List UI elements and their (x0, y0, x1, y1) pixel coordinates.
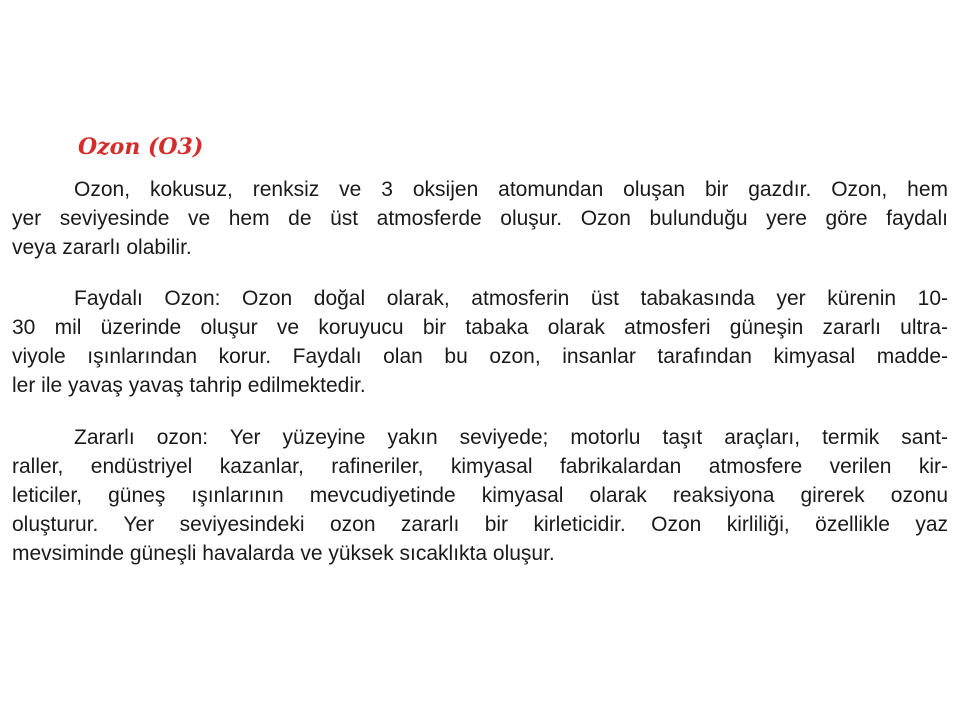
paragraph-line: ler ile yavaş yavaş tahrip edilmektedir. (12, 374, 366, 397)
paragraph-line: Ozon, kokusuz, renksiz ve 3 oksijen atomundan oluşan bir gazdır. Ozon, hem (74, 178, 948, 201)
paragraph-line: yer seviyesinde ve hem de üst atmosferde oluşur. Ozon bulunduğu yere göre faydalı (12, 207, 948, 230)
paragraph-line: raller, endüstriyel kazanlar, rafineriler, kimyasal fabrikalardan atmosfere verilen kir- (12, 455, 948, 478)
paragraph-harmful-ozone (12, 423, 948, 568)
paragraph-line: oluşturur. Yer seviyesindeki ozon zararlı bir kirleticidir. Ozon kirliliği, özellikle yaz (12, 513, 948, 536)
paragraph-line: viyole ışınlarından korur. Faydalı olan bu ozon, insanlar tarafından kimyasal madde- (12, 345, 948, 368)
section-heading: Ozon (O3) (78, 134, 204, 160)
paragraph-line: Zararlı ozon: Yer yüzeyine yakın seviyede; motorlu taşıt araçları, termik sant- (74, 426, 948, 449)
paragraph-ozone-definition (12, 175, 948, 262)
paragraph-line: leticiler, güneş ışınlarının mevcudiyetinde kimyasal olarak reaksiyona girerek ozonu (12, 484, 948, 507)
paragraph-line: 30 mil üzerinde oluşur ve koruyucu bir tabaka olarak atmosferi güneşin zararlı ultra- (12, 316, 948, 339)
paragraph-line: veya zararlı olabilir. (12, 236, 192, 259)
paragraph-line: Faydalı Ozon: Ozon doğal olarak, atmosferin üst tabakasında yer kürenin 10- (74, 287, 948, 310)
paragraph-beneficial-ozone (12, 284, 948, 400)
paragraph-line: mevsiminde güneşli havalarda ve yüksek sıcaklıkta oluşur. (12, 542, 555, 565)
